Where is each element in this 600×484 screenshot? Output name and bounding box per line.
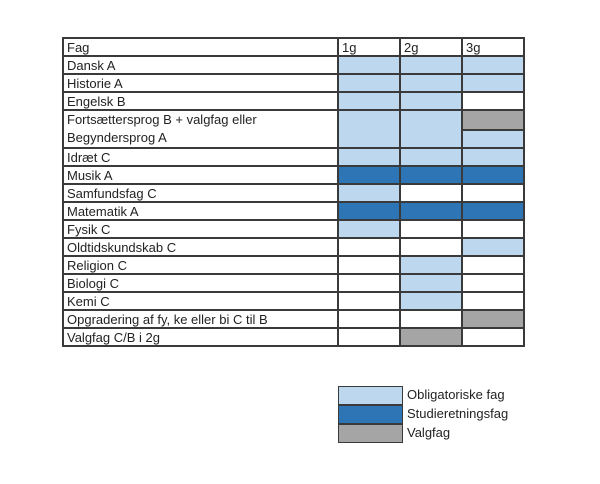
year-cell-3: [462, 166, 524, 184]
year-cell-2: [400, 166, 462, 184]
year-cell-1: [338, 202, 400, 220]
year-cell-2: [400, 310, 462, 328]
year-cell-2: [400, 292, 462, 310]
legend-label: Obligatoriske fag: [407, 387, 505, 402]
year-cell-1: [338, 310, 400, 328]
legend-swatch: [338, 405, 403, 424]
table-row: [63, 110, 524, 148]
table-row: [63, 238, 524, 256]
subject-cell: Engelsk B: [63, 92, 338, 110]
subject-cell: Dansk A: [63, 56, 338, 74]
year-cell-2: [400, 256, 462, 274]
year-cell-1: [338, 92, 400, 110]
subject-cell: Musik A: [63, 166, 338, 184]
year-cell-3: [462, 238, 524, 256]
table-row: [63, 328, 524, 346]
header-year-2: 2g: [400, 38, 462, 56]
year-cell-2: [400, 92, 462, 110]
subject-cell: Fysik C: [63, 220, 338, 238]
year-cell-3: [462, 74, 524, 92]
subject-cell: Historie A: [63, 74, 338, 92]
subject-cell: Fortsættersprog B + valgfag eller Begyndersprog A: [63, 110, 338, 148]
table-row: [63, 274, 524, 292]
subject-cell: Oldtidskundskab C: [63, 238, 338, 256]
year-cell-3: [462, 310, 524, 328]
year-cell-3: [462, 256, 524, 274]
header-year-3: 3g: [462, 38, 524, 56]
year-cell-2: [400, 110, 462, 148]
subject-cell: Valgfag C/B i 2g: [63, 328, 338, 346]
table-row: [63, 74, 524, 92]
year-cell-3: [462, 184, 524, 202]
year-cell-1: [338, 256, 400, 274]
year-cell-2: [400, 74, 462, 92]
year-cell-2: [400, 220, 462, 238]
header-subject: Fag: [63, 38, 338, 56]
year-cell-1: [338, 74, 400, 92]
subject-cell: Samfundsfag C: [63, 184, 338, 202]
year-cell-3: [462, 92, 524, 110]
table-row: [63, 310, 524, 328]
year-cell-1: [338, 292, 400, 310]
table-row: [63, 166, 524, 184]
year-cell-1: [338, 56, 400, 74]
year-cell-1: [338, 220, 400, 238]
table-header-row: [63, 38, 524, 56]
year-cell-1: [338, 148, 400, 166]
table-row: [63, 148, 524, 166]
legend-label: Valgfag: [407, 425, 451, 440]
subject-cell: Matematik A: [63, 202, 338, 220]
year-cell-2: [400, 328, 462, 346]
table-row: [63, 92, 524, 110]
year-cell-1: [338, 184, 400, 202]
subject-cell: Religion C: [63, 256, 338, 274]
year-cell-2: [400, 238, 462, 256]
year-cell-3: [462, 328, 524, 346]
year-cell-3: [462, 56, 524, 74]
year-cell-1: [338, 238, 400, 256]
year-cell-2: [400, 184, 462, 202]
table-row: [63, 202, 524, 220]
subject-cell: Idræt C: [63, 148, 338, 166]
table-row: [63, 292, 524, 310]
year-cell-2: [400, 56, 462, 74]
table-row: [63, 56, 524, 74]
subject-cell: Kemi C: [63, 292, 338, 310]
table-row: [63, 184, 524, 202]
year-cell-1: [338, 166, 400, 184]
table-row: [63, 220, 524, 238]
year-cell-1: [338, 110, 400, 148]
legend-label: Studieretningsfag: [407, 406, 509, 421]
year-cell-1: [338, 274, 400, 292]
year-cell-3: [462, 202, 524, 220]
legend-swatch: [338, 424, 403, 443]
legend-swatch: [338, 386, 403, 405]
subject-cell: Biologi C: [63, 274, 338, 292]
subject-cell: Opgradering af fy, ke eller bi C til B: [63, 310, 338, 328]
year-cell-3: [462, 148, 524, 166]
year-cell-3: [462, 274, 524, 292]
year-cell-2: [400, 202, 462, 220]
year-cell-2: [400, 274, 462, 292]
year-cell-2: [400, 148, 462, 166]
year-cell-3: [462, 220, 524, 238]
table-row: [63, 256, 524, 274]
year-cell-3: [462, 292, 524, 310]
year-cell-3: [462, 110, 524, 148]
header-year-1: 1g: [338, 38, 400, 56]
year-cell-1: [338, 328, 400, 346]
subject-table: [62, 37, 525, 347]
